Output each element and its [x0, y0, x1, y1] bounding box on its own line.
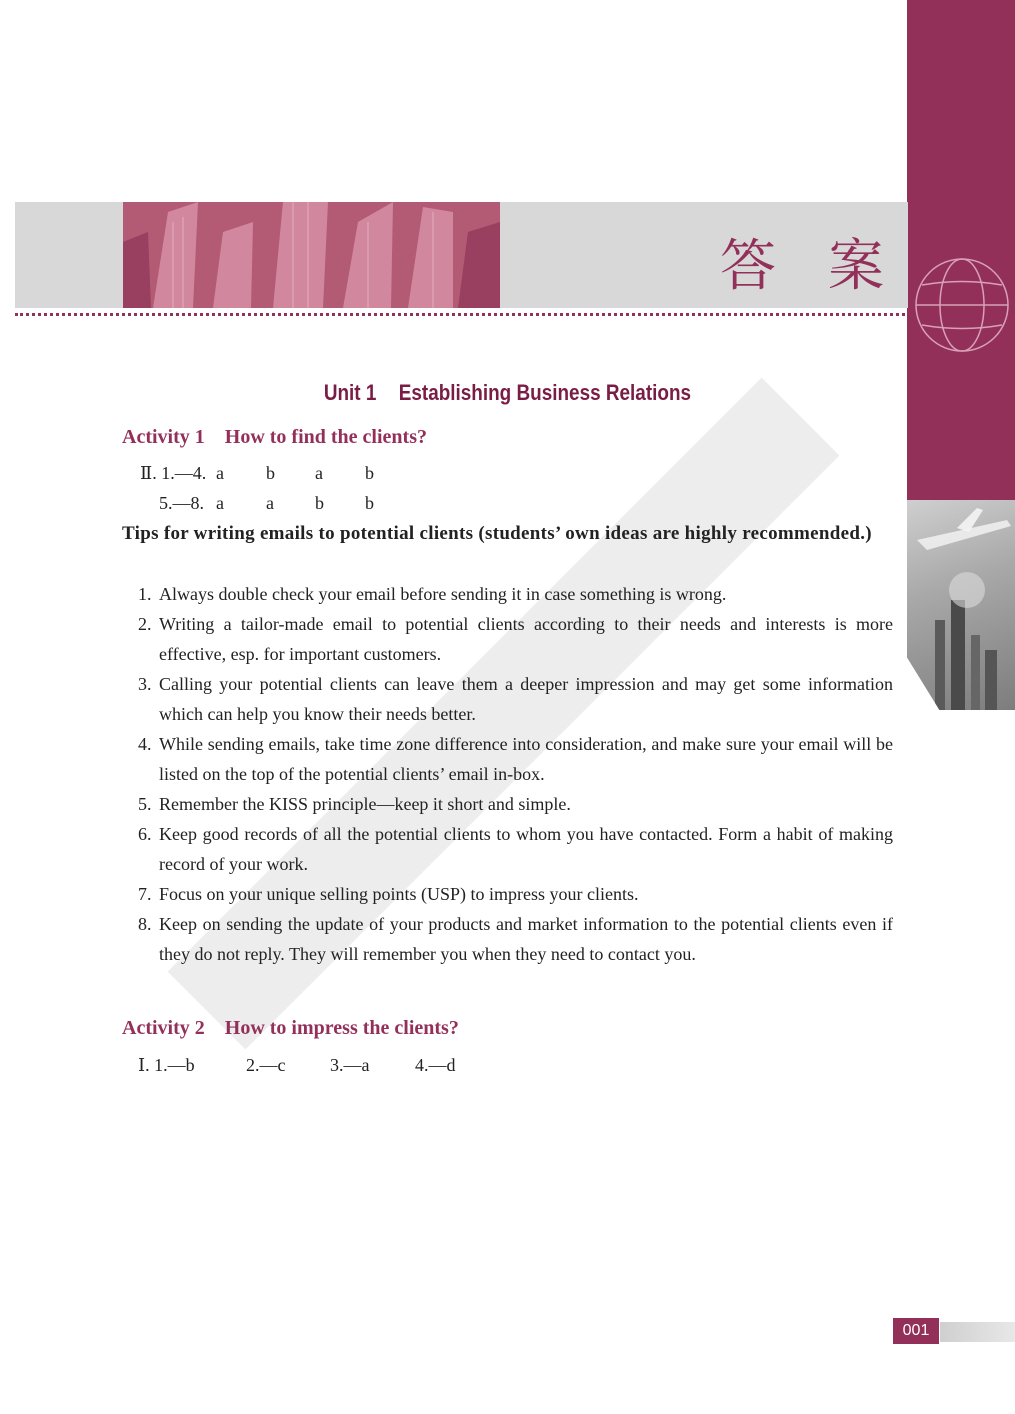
tip-item: [138, 819, 893, 879]
page-title-cn: 答案: [720, 234, 936, 299]
tip-number: 3.: [138, 674, 152, 694]
globe-icon: [912, 250, 1012, 360]
answer: a: [216, 463, 224, 483]
unit-heading: [71, 380, 944, 406]
tip-item: [138, 669, 893, 729]
answer-prefix: Ⅰ. 1.—b: [138, 1055, 195, 1075]
tip-text: Keep good records of all the potential clients to whom you have contacted. Form a habit of making record of your work.: [159, 824, 893, 874]
answer-row-1: [140, 463, 440, 487]
header-divider: [15, 313, 910, 316]
answer: a: [315, 463, 323, 483]
tip-number: 1.: [138, 584, 152, 604]
activity-2-answers: [138, 1055, 498, 1079]
tip-text: Remember the KISS principle—keep it short and simple.: [159, 794, 571, 814]
tip-item: [138, 579, 893, 609]
answer: b: [365, 463, 374, 483]
tip-number: 4.: [138, 734, 152, 754]
tip-text: Writing a tailor-made email to potential clients according to their needs and interests is more effective, esp. for important customers.: [159, 614, 893, 664]
answer: 3.—a: [330, 1055, 370, 1075]
tip-item: [138, 729, 893, 789]
answer: b: [315, 493, 324, 513]
activity-2-label: Activity 2: [122, 1017, 205, 1039]
side-tab-photo: [907, 500, 1015, 710]
tip-number: 6.: [138, 824, 152, 844]
page-number: 001: [893, 1318, 939, 1344]
answer-prefix: 5.—8.: [159, 493, 204, 513]
tip-text: Always double check your email before sending it in case something is wrong.: [159, 584, 727, 604]
tips-heading: Tips for writing emails to potential clients (students’ own ideas are highly recommended.): [122, 523, 872, 544]
activity-2-title: How to impress the clients?: [224, 1017, 459, 1039]
page-number-bar: [940, 1322, 1015, 1342]
activity-1-heading: [122, 426, 427, 449]
tip-number: 5.: [138, 794, 152, 814]
activity-2-heading: [122, 1017, 459, 1040]
answer-prefix: Ⅱ. 1.—4.: [140, 463, 207, 483]
tip-item: [138, 609, 893, 669]
tip-number: 2.: [138, 614, 152, 634]
tip-number: 7.: [138, 884, 152, 904]
activity-1-label: Activity 1: [122, 426, 205, 448]
tip-text: Calling your potential clients can leave them a deeper impression and may get some information which can help you know their needs better.: [159, 674, 893, 724]
answer: a: [216, 493, 224, 513]
activity-1-title: How to find the clients?: [224, 426, 427, 448]
tip-item: [138, 789, 893, 819]
unit-title: Establishing Business Relations: [398, 380, 692, 405]
tip-text: Focus on your unique selling points (USP) to impress your clients.: [159, 884, 639, 904]
unit-label: Unit 1: [323, 380, 377, 405]
answer: b: [266, 463, 275, 483]
answer: a: [266, 493, 274, 513]
tip-item: [138, 909, 893, 969]
tip-number: 8.: [138, 914, 152, 934]
tip-item: [138, 879, 893, 909]
airplane-city-image: [907, 500, 1015, 710]
answer: 2.—c: [246, 1055, 286, 1075]
answer: b: [365, 493, 374, 513]
answer-row-2: [140, 493, 440, 517]
tip-text: Keep on sending the update of your products and market information to the potential clients even if they do not reply. They will remember you when they need to contact you.: [159, 914, 893, 964]
header-city-image: [123, 202, 500, 308]
answer: 4.—d: [415, 1055, 456, 1075]
tip-text: While sending emails, take time zone difference into consideration, and make sure your email will be listed on the top of the potential clients’ email in-box.: [159, 734, 893, 784]
